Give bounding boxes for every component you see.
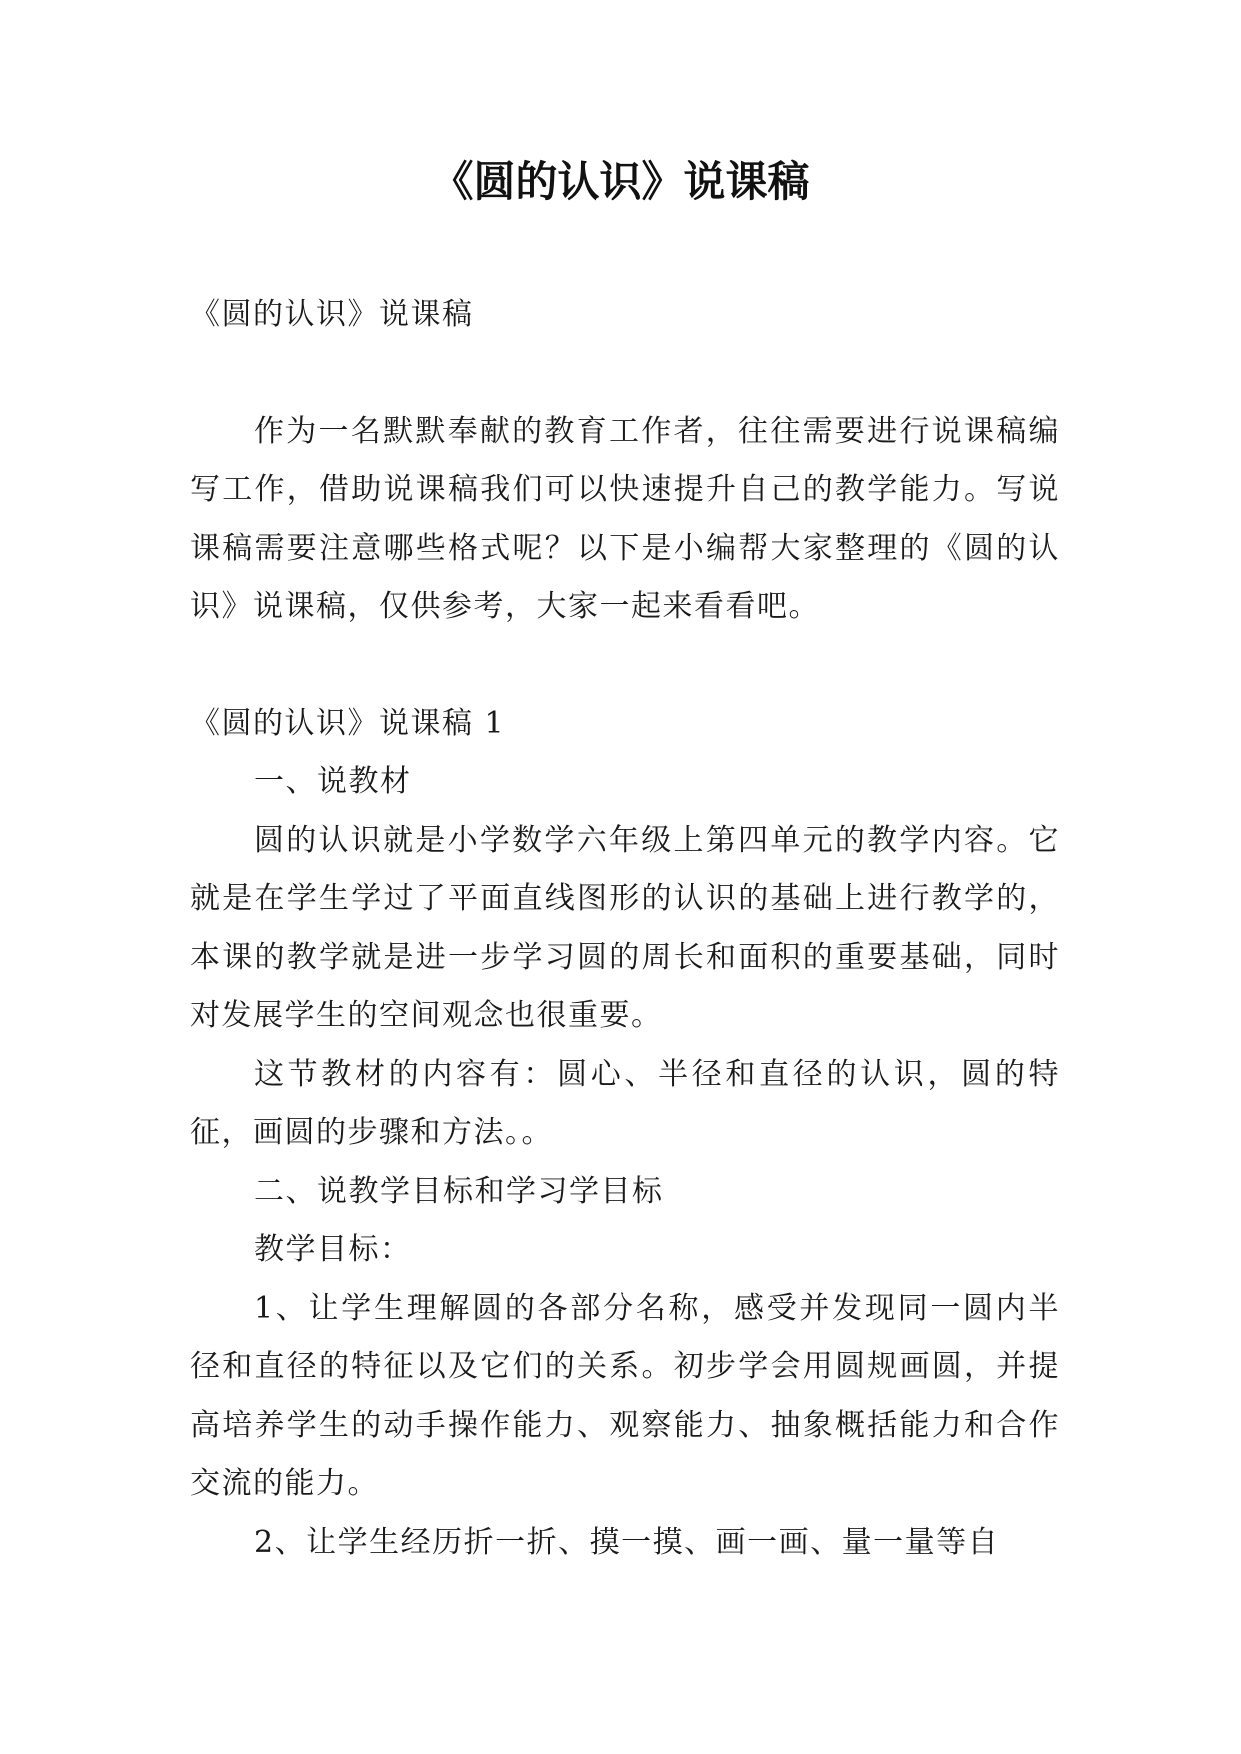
goal-item-2: 2、让学生经历折一折、摸一摸、画一画、量一量等自 — [254, 1524, 1000, 1560]
goal-item-1: 1、让学生理解圆的各部分名称，感受并发现同一圆内半径和直径的特征以及它们的关系。初步学会用圆规画圆，并提高培养学生的动手操作能力、观察能力、抽象概括能力和合作交流的能力。 — [190, 1290, 1060, 1501]
intro-paragraph: 作为一名默默奉献的教育工作者，往往需要进行说课稿编写工作，借助说课稿我们可以快速提升自己的教学能力。写说课稿需要注意哪些格式呢？以下是小编帮大家整理的《圆的认识》说课稿，仅供参考，大家一起来看看吧。 — [190, 413, 1060, 624]
materials-paragraph-2: 这节教材的内容有：圆心、半径和直径的认识，圆的特征，画圆的步骤和方法。。 — [190, 1056, 1060, 1150]
goals-label: 教学目标： — [254, 1232, 412, 1267]
document-title: 《圆的认识》说课稿 — [431, 157, 810, 206]
materials-paragraph-1: 圆的认识就是小学数学六年级上第四单元的教学内容。它就是在学生学过了平面直线图形的认识的基础上进行教学的，本课的教学就是进一步学习圆的周长和面积的重要基础，同时对发展学生的空间观念也很重要。 — [190, 822, 1060, 1033]
document-body — [190, 286, 1060, 1572]
document-subtitle: 《圆的认识》说课稿 — [190, 297, 474, 332]
part-heading-materials: 一、说教材 — [254, 764, 412, 799]
part-heading-goals: 二、说教学目标和学习学目标 — [254, 1173, 664, 1209]
section-heading: 《圆的认识》说课稿 1 — [190, 705, 506, 741]
